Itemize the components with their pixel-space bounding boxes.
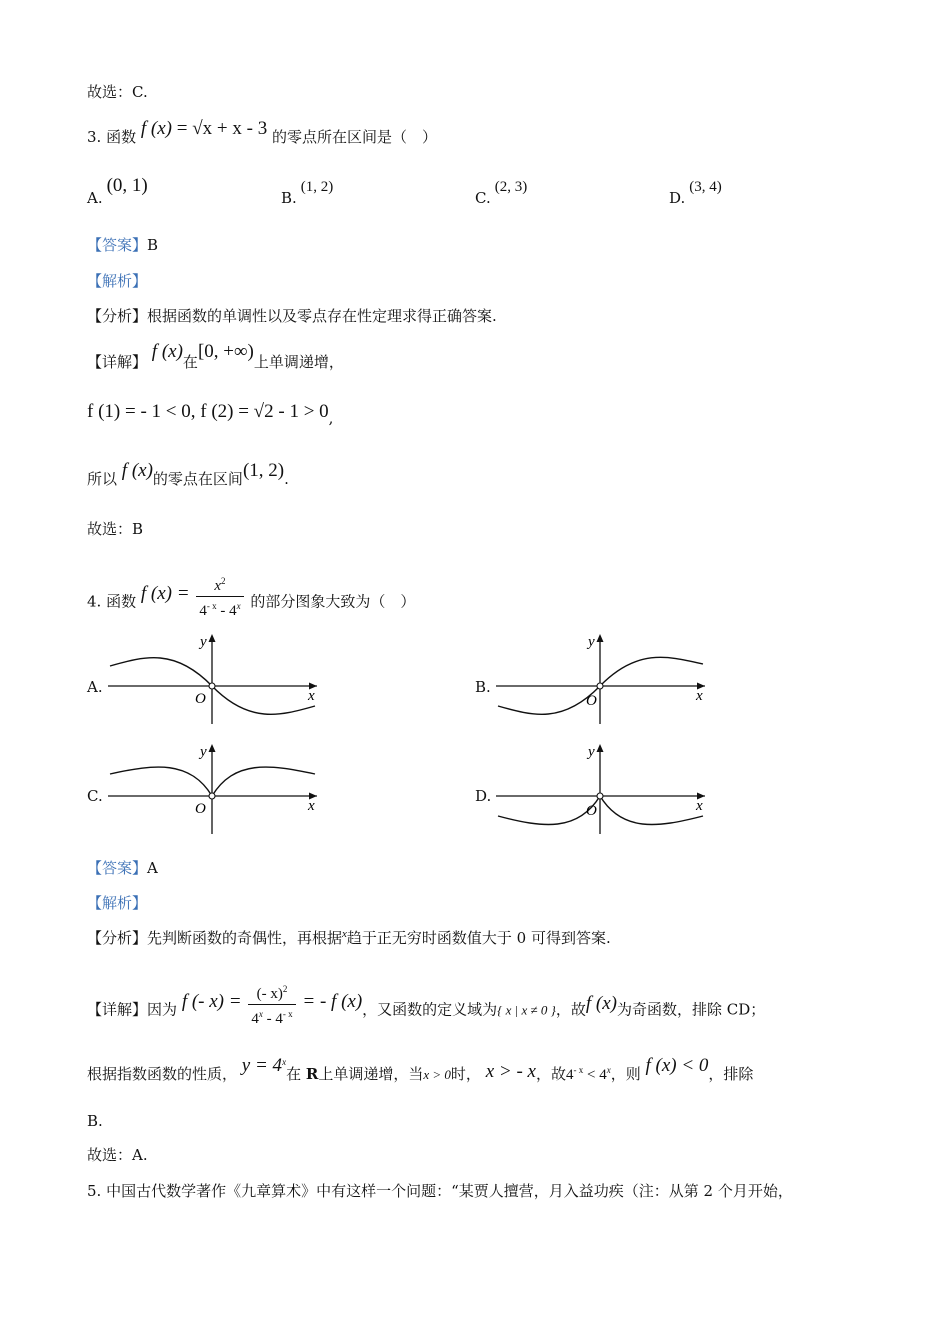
exp-property-line: 根据指数函数的性质， $y = 4^x$在 R上单调递增，当x > 0时， x > - x，故$4^{- x} < 4^x$，则 f (x) < 0，排除 [87,1055,754,1083]
q3-option-a[interactable]: A.(0, 1) [87,175,148,207]
q4-option-d[interactable]: D. [475,787,492,805]
origin-point [209,793,215,799]
y-label: y [588,744,595,760]
q4-option-c[interactable]: C. [87,787,103,805]
math-q3-eq: = √x + x - 3 [176,118,268,139]
question-4: 4. 函数 f (x) = $\frac{x^2}{4^{- x} - 4^x}$ 的部分图象大致为（ ） [87,578,415,627]
y-label: y [200,744,207,760]
y-label: y [588,634,595,650]
y-arrow [597,634,604,642]
question-5: 5. 中国古代数学著作《九章算术》中有这样一个问题：“某贾人擅营，月入益功疾（注：从第 2 个月开始， [87,1182,793,1200]
fenxi-3: 【分析】根据函数的单调性以及零点存在性定理求得正确答案. [87,307,497,325]
answer-line-a: 故选：A. [87,1146,148,1164]
values-line: f (1) = - 1 < 0, f (2) = √2 - 1 > 0, [87,401,334,427]
q3-option-c[interactable]: C.(2, 3) [475,179,528,207]
o-label: O [195,801,206,817]
o-label: O [195,691,206,707]
q4-option-b[interactable]: B. [475,678,491,696]
o-label: O [586,803,597,819]
graph-c [105,740,320,835]
q4-fraction: $\frac{x^2}{4^{- x} - 4^x}$ [196,572,243,621]
graph-b [493,630,708,725]
origin-point [597,793,603,799]
answer-3: 【答案】B [87,236,159,254]
graph-d [493,740,708,835]
question-3: 3. 函数 f (x) = √x + x - 3 的零点所在区间是（ ） [87,118,438,146]
y-arrow [597,744,604,752]
graph-a [105,630,320,725]
origin-point [597,683,603,689]
answer-4: 【答案】A [87,859,158,877]
b-line: B. [87,1112,103,1130]
answer-line-c: 故选：C. [87,83,148,101]
xj4-fraction: $\frac{(- x)^2}{4^x - 4^{- x}}$ [248,980,295,1029]
x-label: x [308,798,315,814]
fenxi-4: 【分析】先判断函数的奇偶性，再根据$^x$趋于正无穷时函数值大于 0 可得到答案. [87,928,611,947]
q4-option-a[interactable]: A. [87,678,103,696]
o-label: O [586,693,597,709]
x-label: x [696,688,703,704]
x-label: x [308,688,315,704]
analysis-3: 【解析】 [87,272,148,290]
xiangjie-4: 【详解】因为 f (- x) = $\frac{(- x)^2}{4^x - 4^{- x}}$ = - f (x)，又函数的定义域为{ x | x ≠ 0 }，故f (x)为奇函数，排除 CD； [87,986,765,1035]
answer-line-b: 故选：B [87,520,144,538]
origin-point [209,683,215,689]
math-fx: f (x) [140,118,172,139]
y-arrow [209,634,216,642]
q3-option-d[interactable]: D.(3, 4) [669,179,722,207]
y-label: y [200,634,207,650]
y-arrow [209,744,216,752]
x-label: x [696,798,703,814]
suoyi-line: 所以 f (x)的零点在区间(1, 2). [87,460,289,488]
analysis-4: 【解析】 [87,894,148,912]
xiangjie-3: 【详解】 f (x)在[0, +∞)上单调递增， [87,341,344,371]
q3-option-b[interactable]: B.(1, 2) [281,179,334,207]
